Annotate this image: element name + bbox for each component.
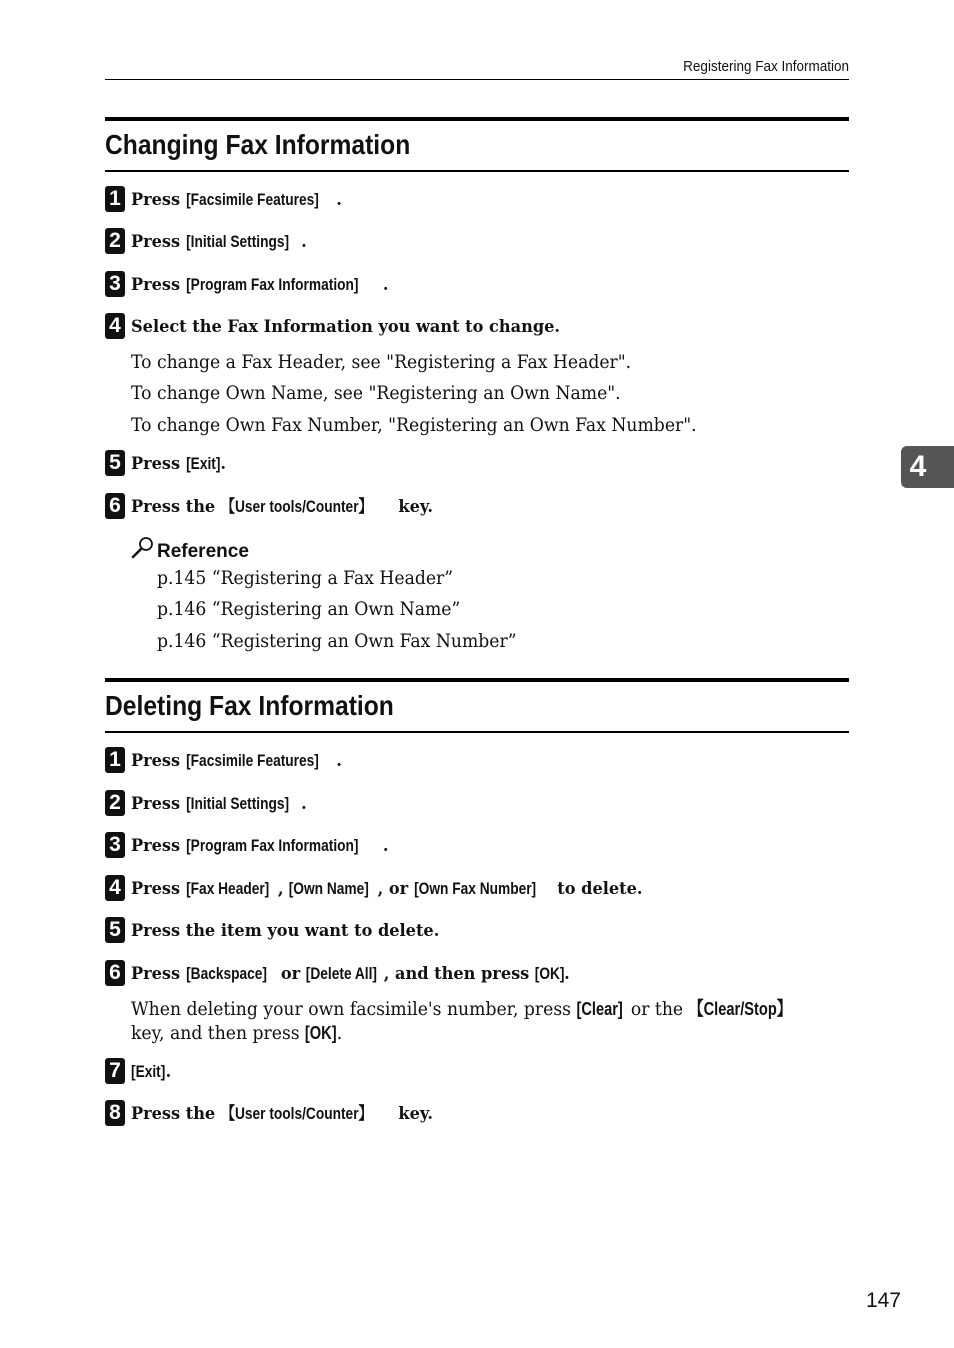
step-number-badge: 5 [105,450,125,476]
chapter-tab [901,446,954,488]
header-rule [105,79,849,80]
section-bottom-rule [105,731,849,733]
step-2 [105,228,849,256]
step-number-badge: 5 [105,917,125,943]
step-1 [105,747,849,775]
step-4 [105,313,849,341]
chapter-number: 4 [909,450,927,483]
step-8 [105,1100,849,1128]
reference-magnifier-icon [131,536,155,560]
step-4-body-line: To change Own Fax Number, "Registering an Own Fax Number". [131,415,697,436]
section-title-deleting: Deleting Fax Information [105,690,394,721]
step-number-badge: 1 [105,186,125,212]
step-4-body-line: To change Own Name, see "Registering an Own Name". [131,383,621,404]
step-number-badge: 4 [105,875,125,901]
section-title-changing: Changing Fax Information [105,129,411,160]
step-text: Press [Program Fax Information] . [131,836,389,856]
step-3 [105,832,849,860]
reference-item: p.145 “Registering a Fax Header” [157,568,454,589]
step-6-body-line: When deleting your own facsimile's number, press [Clear] or the 【Clear/Stop】 [131,998,791,1020]
step-2 [105,790,849,818]
step-number-badge: 2 [105,228,125,254]
step-text: Press [Facsimile Features] . [131,190,342,210]
running-header: Registering Fax Information [683,58,849,75]
reference-label: Reference [157,541,249,562]
reference-item: p.146 “Registering an Own Fax Number” [157,631,517,652]
step-6-body-line: key, and then press [OK]. [131,1022,343,1044]
step-number-badge: 3 [105,832,125,858]
step-text: Press [Initial Settings] . [131,794,307,814]
step-4 [105,875,849,903]
step-6 [105,493,849,521]
step-text: Press the 【User tools/Counter】 key. [131,1104,434,1124]
step-5 [105,450,849,478]
step-5 [105,917,849,945]
step-text: Press [Facsimile Features] . [131,751,342,771]
step-text: Press [Exit]. [131,454,227,474]
reference-item: p.146 “Registering an Own Name” [157,599,461,620]
step-number-badge: 1 [105,747,125,773]
step-text: Press the item you want to delete. [131,921,440,941]
step-text: Press [Backspace] or [Delete All] , and then press [OK]. [131,964,570,984]
step-1 [105,186,849,214]
section-top-rule [105,678,849,682]
step-text: Press the 【User tools/Counter】 key. [131,497,434,517]
step-number-badge: 6 [105,493,125,519]
step-text: Press [Program Fax Information] . [131,275,389,295]
step-number-badge: 2 [105,790,125,816]
step-text: Press [Initial Settings] . [131,232,307,252]
step-number-badge: 7 [105,1058,125,1084]
page-number: 147 [865,1289,901,1312]
step-text: [Exit]. [131,1062,172,1082]
step-number-badge: 3 [105,271,125,297]
step-number-badge: 8 [105,1100,125,1126]
section-top-rule [105,117,849,121]
step-6 [105,960,849,988]
step-text: Press [Fax Header] , [Own Name] , or [Own Fax Number] to delete. [131,879,643,899]
step-text: Select the Fax Information you want to change. [131,317,561,337]
step-number-badge: 4 [105,313,125,339]
section-bottom-rule [105,170,849,172]
step-7 [105,1058,849,1086]
step-4-body-line: To change a Fax Header, see "Registering a Fax Header". [131,352,632,373]
step-3 [105,271,849,299]
step-number-badge: 6 [105,960,125,986]
